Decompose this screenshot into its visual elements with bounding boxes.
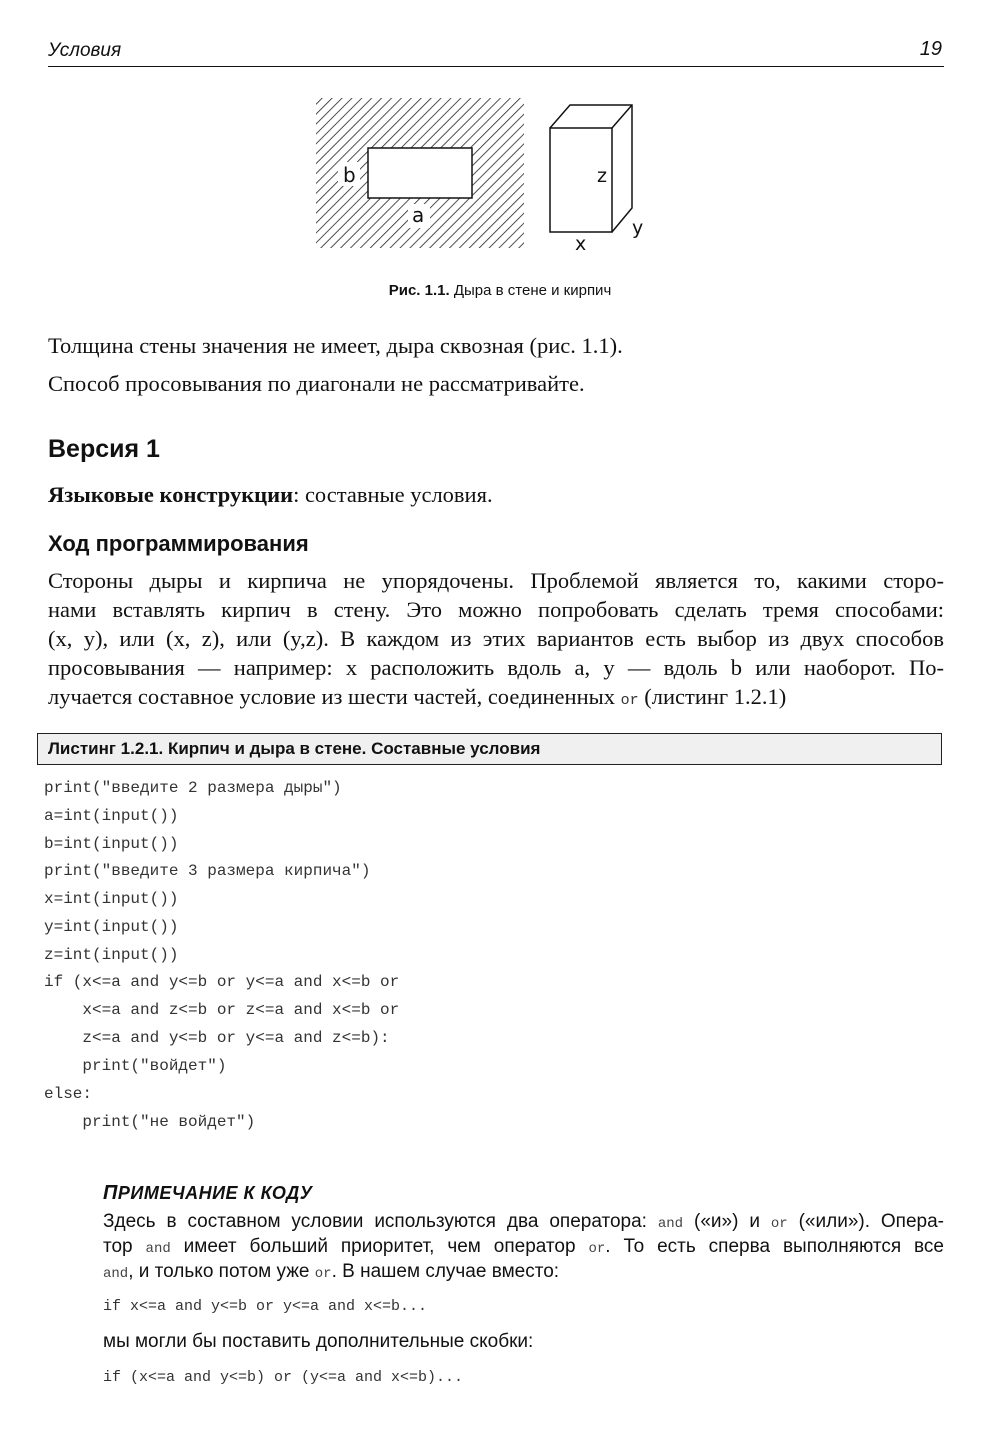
text-run: . В нашем случае вместо:: [331, 1261, 560, 1282]
code-line: y=int(input()): [44, 918, 179, 936]
paragraph-line-last: [48, 682, 944, 711]
paragraph-line: нами вставлять кирпич в стену. Это можно попробовать сделать тремя способами:: [48, 597, 944, 622]
language-constructs: [48, 480, 493, 509]
label-b: b: [343, 163, 356, 187]
code-line: print("введите 3 размера кирпича"): [44, 862, 371, 880]
text-run: , и только потом уже: [128, 1261, 315, 1282]
constructs-text: : составные условия.: [293, 482, 493, 507]
label-x: x: [575, 233, 587, 255]
code-line: x=int(input()): [44, 890, 179, 908]
intro-paragraph-1: Толщина стены значения не имеет, дыра сквозная (рис. 1.1).: [48, 333, 623, 358]
text-run: . То есть сперва выполняются все: [605, 1236, 944, 1257]
label-a: a: [412, 203, 425, 227]
note-title-initial: П: [103, 1182, 118, 1204]
note-code-1: if x<=a and y<=b or y<=a and x<=b...: [103, 1298, 428, 1315]
brick: [550, 105, 643, 255]
hole-rect: [368, 148, 472, 198]
note-title: [103, 1182, 312, 1205]
figure-caption: [0, 282, 1000, 299]
note-code-2: if (x<=a and y<=b) or (y<=a and x<=b)...: [103, 1369, 464, 1386]
intro-paragraph-2: Способ просовывания по диагонали не рассматривайте.: [48, 371, 585, 396]
caption-text: Дыра в стене и кирпич: [453, 282, 612, 299]
code-line: z<=a and y<=b or y<=a and z<=b):: [44, 1029, 390, 1047]
code-line: a=int(input()): [44, 807, 179, 825]
text-run: («или»). Опера-: [787, 1211, 944, 1232]
text-run: («и») и: [683, 1211, 771, 1232]
listing-title: Листинг 1.2.1. Кирпич и дыра в стене. Составные условия: [48, 739, 541, 758]
figure-hole-and-brick: [300, 90, 660, 260]
note-line-1: [103, 1211, 944, 1233]
code-line: else:: [44, 1085, 93, 1103]
paragraph-line: просовывания — например: x расположить вдоль a, y — вдоль b или наоборот. По-: [48, 655, 944, 680]
note-line-3: [103, 1261, 944, 1283]
running-header-section: Условия: [48, 40, 122, 61]
inline-code-and: and: [103, 1266, 129, 1282]
text-run: лучается составное условие из шести частей, соединенных: [48, 684, 621, 709]
caption-prefix: Рис. 1.1.: [388, 282, 450, 299]
inline-code-and: and: [145, 1241, 171, 1257]
note-line-4: мы могли бы поставить дополнительные скобки:: [103, 1331, 534, 1352]
text-run: имеет больший приоритет, чем оператор: [170, 1236, 589, 1257]
heading-progress: Ход программирования: [48, 531, 309, 556]
inline-code-or: or: [770, 1216, 788, 1232]
label-y: y: [632, 217, 644, 239]
constructs-label: Языковые конструкции: [48, 482, 294, 507]
paragraph-line: Стороны дыры и кирпича не упорядочены. Проблемой является то, какими сторо-: [48, 568, 944, 593]
code-line: b=int(input()): [44, 835, 179, 853]
progress-paragraph: [48, 566, 944, 711]
code-line: x<=a and z<=b or z<=a and x<=b or: [44, 1001, 400, 1019]
label-z: z: [597, 165, 607, 187]
inline-code-and: and: [657, 1216, 684, 1232]
note-title-rest: РИМЕЧАНИЕ К КОДУ: [117, 1183, 313, 1203]
text-run: (листинг 1.2.1): [638, 684, 787, 709]
code-line: if (x<=a and y<=b or y<=a and x<=b or: [44, 973, 400, 991]
inline-code-or: or: [588, 1241, 606, 1257]
paragraph-line: (x, y), или (x, z), или (y,z). В каждом из этих вариантов есть выбор из двух способов: [48, 626, 944, 651]
text-run: Здесь в составном условии используются два оператора:: [103, 1211, 658, 1232]
code-line: print("введите 2 размера дыры"): [44, 779, 342, 797]
code-line: print("не войдет"): [44, 1113, 256, 1131]
code-line: print("войдет"): [44, 1057, 227, 1075]
text-run: тор: [103, 1236, 146, 1257]
wall-with-hole: [316, 98, 524, 248]
inline-code-or: or: [620, 692, 639, 709]
inline-code-or: or: [314, 1266, 332, 1282]
heading-version: Версия 1: [48, 435, 160, 463]
header-rule: [48, 66, 944, 67]
note-line-2: [103, 1236, 944, 1258]
code-line: z=int(input()): [44, 946, 179, 964]
page-number: 19: [919, 38, 942, 60]
